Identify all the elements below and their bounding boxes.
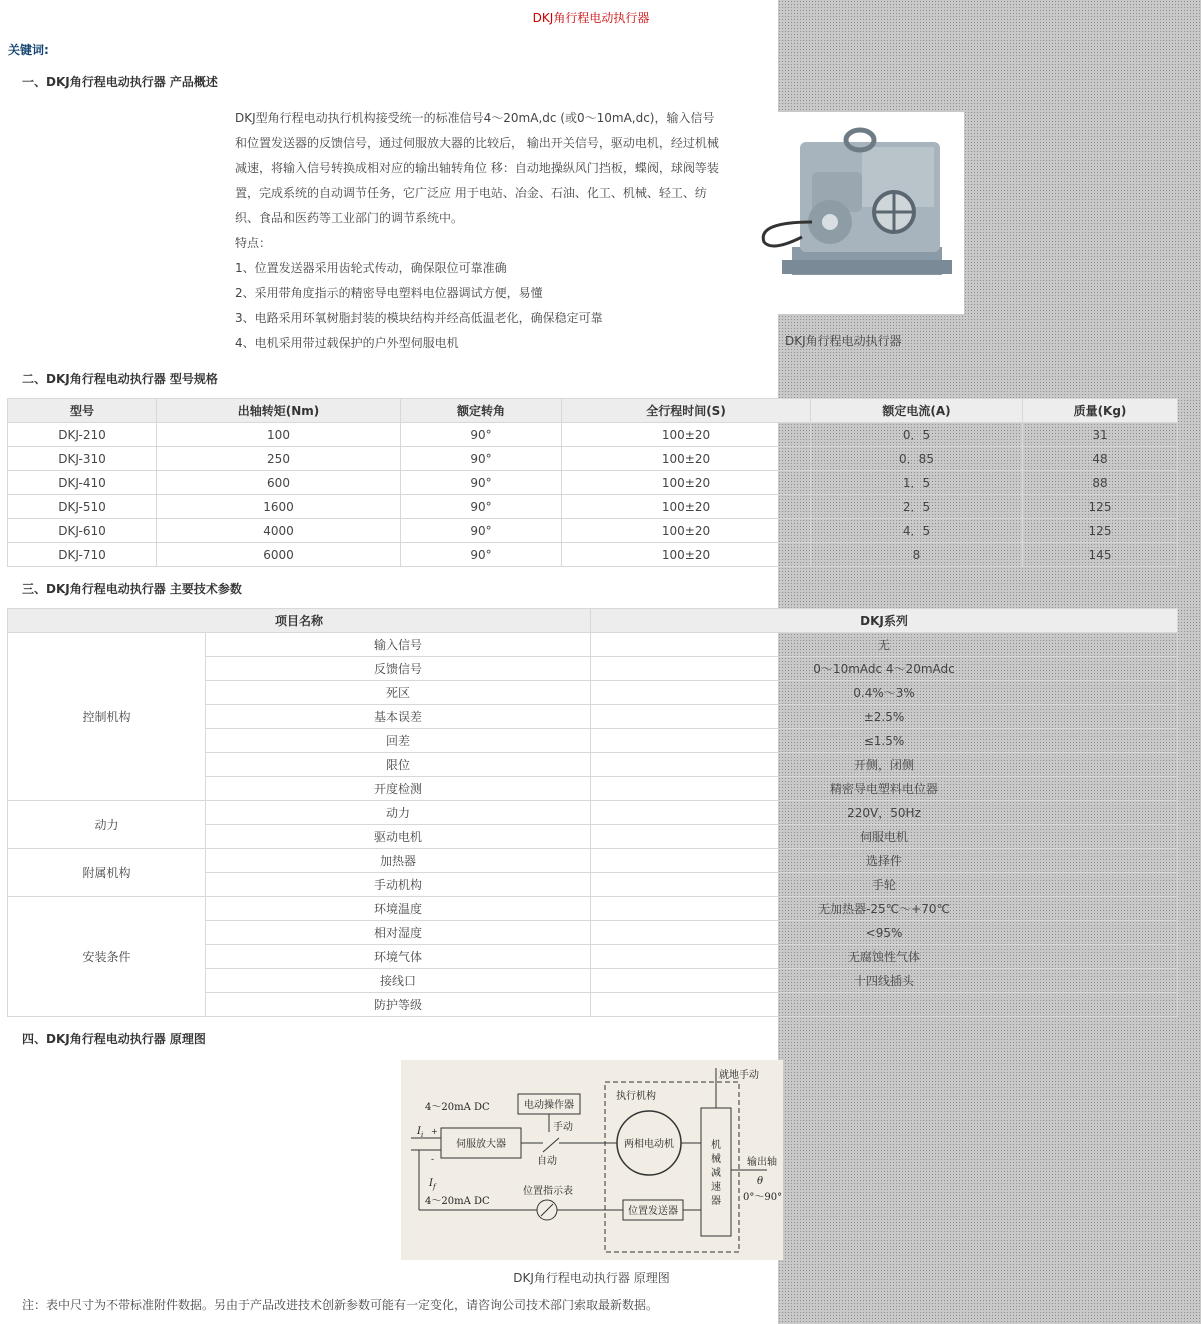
feedback-current-subscript: f: [432, 1183, 436, 1191]
section-heading-params: 三、DKJ角行程电动执行器 主要技术参数: [22, 582, 242, 596]
param-label: 环境气体: [206, 945, 591, 969]
photo-caption: DKJ角行程电动执行器: [785, 334, 902, 348]
table-cell: 88: [1023, 471, 1178, 495]
param-value: 无: [591, 633, 1178, 657]
group-cell: 控制机构: [8, 633, 206, 801]
column-header: 质量(Kg): [1023, 399, 1178, 423]
column-header: 项目名称: [8, 609, 591, 633]
param-label: 反馈信号: [206, 657, 591, 681]
table-cell: 100±20: [562, 495, 811, 519]
table-cell: 90°: [401, 519, 562, 543]
param-label: 接线口: [206, 969, 591, 993]
param-label: 输入信号: [206, 633, 591, 657]
keywords-label: 关键词:: [8, 43, 49, 57]
param-value: 伺服电机: [591, 825, 1178, 849]
table-cell: DKJ-510: [8, 495, 157, 519]
param-label: 驱动电机: [206, 825, 591, 849]
feature-item: 1、位置发送器采用齿轮式传动，确保限位可靠准确: [235, 261, 507, 275]
intro-paragraph: DKJ型角行程电动执行机构接受统一的标准信号4～20mA,dc (或0～10mA,dc)，输入信号和位置发送器的反馈信号，通过伺服放大器的比较后， 输出开关信号，驱动电机，经过机械减速，将输入信号转换成相对应的输出轴转角位 移：自动地操纵风门挡板，蝶阀，球阀等装置，完成系统的自动调节任务，它广泛应 用于电站、冶金、石油、化工、机械、轻工、纺织、食品和医药等工业部门的调节系统中。: [235, 111, 719, 225]
table-cell: 125: [1023, 495, 1178, 519]
intro-text: [235, 106, 725, 356]
param-label: 死区: [206, 681, 591, 705]
table-cell: 6000: [157, 543, 401, 567]
table-cell: 90°: [401, 543, 562, 567]
feature-item: 3、电路采用环氧树脂封装的模块结构并经高低温老化，确保稳定可靠: [235, 311, 603, 325]
table-cell: DKJ-710: [8, 543, 157, 567]
group-cell: 安装条件: [8, 897, 206, 1017]
input-current-subscript: i: [420, 1131, 424, 1139]
table-cell: 4．5: [811, 519, 1023, 543]
feature-item: 2、采用带角度指示的精密导电塑料电位器调试方便，易懂: [235, 286, 543, 300]
param-label: 回差: [206, 729, 591, 753]
param-value: 无加热器-25℃～+70℃: [591, 897, 1178, 921]
motor-label: 两相电动机: [624, 1139, 674, 1150]
theta-label: θ: [757, 1176, 764, 1187]
table-header-row: [8, 609, 1178, 633]
switch-blade: [543, 1138, 559, 1152]
table-cell: 100±20: [562, 519, 811, 543]
param-value: 无腐蚀性气体: [591, 945, 1178, 969]
table-row: [8, 897, 1178, 921]
param-value: ±2.5%: [591, 705, 1178, 729]
param-value: 0～10mAdc 4～20mAdc: [591, 657, 1178, 681]
table-cell: 100±20: [562, 543, 811, 567]
column-header: 额定转角: [401, 399, 562, 423]
param-value: 220V，50Hz: [591, 801, 1178, 825]
principle-diagram-svg: [401, 1060, 783, 1260]
plus-sign: +: [431, 1127, 438, 1136]
param-label: 动力: [206, 801, 591, 825]
table-cell: 90°: [401, 423, 562, 447]
param-label: 环境温度: [206, 897, 591, 921]
param-value: 精密导电塑料电位器: [591, 777, 1178, 801]
param-label: 开度检测: [206, 777, 591, 801]
param-label: 限位: [206, 753, 591, 777]
table-cell: 1．5: [811, 471, 1023, 495]
param-label: 基本误差: [206, 705, 591, 729]
table-cell: 1600: [157, 495, 401, 519]
manual-label: 手动: [553, 1122, 573, 1133]
param-label: 加热器: [206, 849, 591, 873]
column-header: 型号: [8, 399, 157, 423]
model-spec-table: [7, 398, 1178, 567]
table-row: [8, 849, 1178, 873]
table-cell: 100±20: [562, 471, 811, 495]
auto-label: 自动: [537, 1156, 557, 1167]
table-cell: 48: [1023, 447, 1178, 471]
param-label: 相对湿度: [206, 921, 591, 945]
param-label: 防护等级: [206, 993, 591, 1017]
feedback-current-symbol: I: [429, 1178, 433, 1189]
page-title: DKJ角行程电动执行器: [532, 11, 650, 25]
group-cell: 动力: [8, 801, 206, 849]
table-cell: 250: [157, 447, 401, 471]
feedback-signal-label: 4～20mA DC: [425, 1196, 490, 1207]
table-cell: DKJ-310: [8, 447, 157, 471]
table-cell: 125: [1023, 519, 1178, 543]
table-cell: 0．5: [811, 423, 1023, 447]
table-cell: 2．5: [811, 495, 1023, 519]
reducer-char: 减: [711, 1168, 721, 1179]
param-value: 手轮: [591, 873, 1178, 897]
range-label: 0°～90°: [743, 1192, 783, 1203]
table-cell: 100: [157, 423, 401, 447]
table-row: [8, 495, 1178, 519]
param-label: 手动机构: [206, 873, 591, 897]
input-current-symbol: I: [417, 1126, 421, 1137]
output-shaft-label: 输出轴: [747, 1157, 777, 1168]
table-row: [8, 471, 1178, 495]
column-header: 额定电流(A): [811, 399, 1023, 423]
param-value: <95%: [591, 921, 1178, 945]
table-cell: 90°: [401, 447, 562, 471]
position-sender-label: 位置发送器: [628, 1206, 678, 1217]
reducer-char: 器: [711, 1196, 721, 1207]
servo-amplifier-label: 伺服放大器: [456, 1139, 506, 1150]
table-cell: 145: [1023, 543, 1178, 567]
table-cell: 31: [1023, 423, 1178, 447]
input-signal-label: 4～20mA DC: [425, 1102, 490, 1113]
minus-sign: -: [431, 1155, 435, 1165]
features-label: 特点：: [235, 236, 272, 250]
actuator-illustration: [752, 112, 964, 314]
feedback-current-label: [428, 1178, 437, 1191]
diagram-caption: DKJ角行程电动执行器 原理图: [513, 1271, 670, 1285]
table-header-row: [8, 399, 1178, 423]
footnote: 注：表中尺寸为不带标准附件数据。另由于产品改进技术创新参数可能有一定变化，请咨询公司技术部门索取最新数据。: [22, 1298, 659, 1312]
table-cell: 100±20: [562, 447, 811, 471]
param-value: 开侧，闭侧: [591, 753, 1178, 777]
feature-item: 4、电机采用带过载保护的户外型伺服电机: [235, 336, 459, 350]
table-cell: 100±20: [562, 423, 811, 447]
position-indicator-label: 位置指示表: [523, 1186, 573, 1197]
table-row: [8, 447, 1178, 471]
operator-label: 电动操作器: [524, 1100, 574, 1111]
tech-param-table: [7, 608, 1178, 1017]
column-header: DKJ系列: [591, 609, 1178, 633]
table-row: [8, 519, 1178, 543]
table-cell: 90°: [401, 495, 562, 519]
section-heading-diagram: 四、DKJ角行程电动执行器 原理图: [22, 1032, 206, 1046]
table-row: [8, 423, 1178, 447]
table-cell: DKJ-410: [8, 471, 157, 495]
table-cell: 0．85: [811, 447, 1023, 471]
table-row: [8, 543, 1178, 567]
param-value: [591, 993, 1178, 1017]
product-photo: [752, 112, 964, 314]
actuator-group-label: 执行机构: [616, 1091, 656, 1102]
column-header: 出轴转矩(Nm): [157, 399, 401, 423]
table-row: [8, 633, 1178, 657]
input-current-label: [416, 1126, 423, 1139]
reducer-char: 速: [711, 1182, 721, 1193]
param-value: 十四线插头: [591, 969, 1178, 993]
local-manual-label: 就地手动: [719, 1070, 759, 1081]
reducer-char: 械: [711, 1154, 721, 1165]
param-value: 选择件: [591, 849, 1178, 873]
column-header: 全行程时间(S): [562, 399, 811, 423]
section-heading-overview: 一、DKJ角行程电动执行器 产品概述: [22, 75, 218, 89]
param-value: 0.4%～3%: [591, 681, 1178, 705]
table-cell: 90°: [401, 471, 562, 495]
group-cell: 附属机构: [8, 849, 206, 897]
table-cell: 8: [811, 543, 1023, 567]
table-cell: 600: [157, 471, 401, 495]
param-value: ≤1.5%: [591, 729, 1178, 753]
table-cell: DKJ-610: [8, 519, 157, 543]
table-cell: 4000: [157, 519, 401, 543]
section-heading-models: 二、DKJ角行程电动执行器 型号规格: [22, 372, 218, 386]
principle-diagram: [401, 1060, 783, 1260]
table-row: [8, 801, 1178, 825]
gauge-needle: [541, 1204, 553, 1216]
table-cell: DKJ-210: [8, 423, 157, 447]
reducer-char: 机: [711, 1140, 721, 1151]
